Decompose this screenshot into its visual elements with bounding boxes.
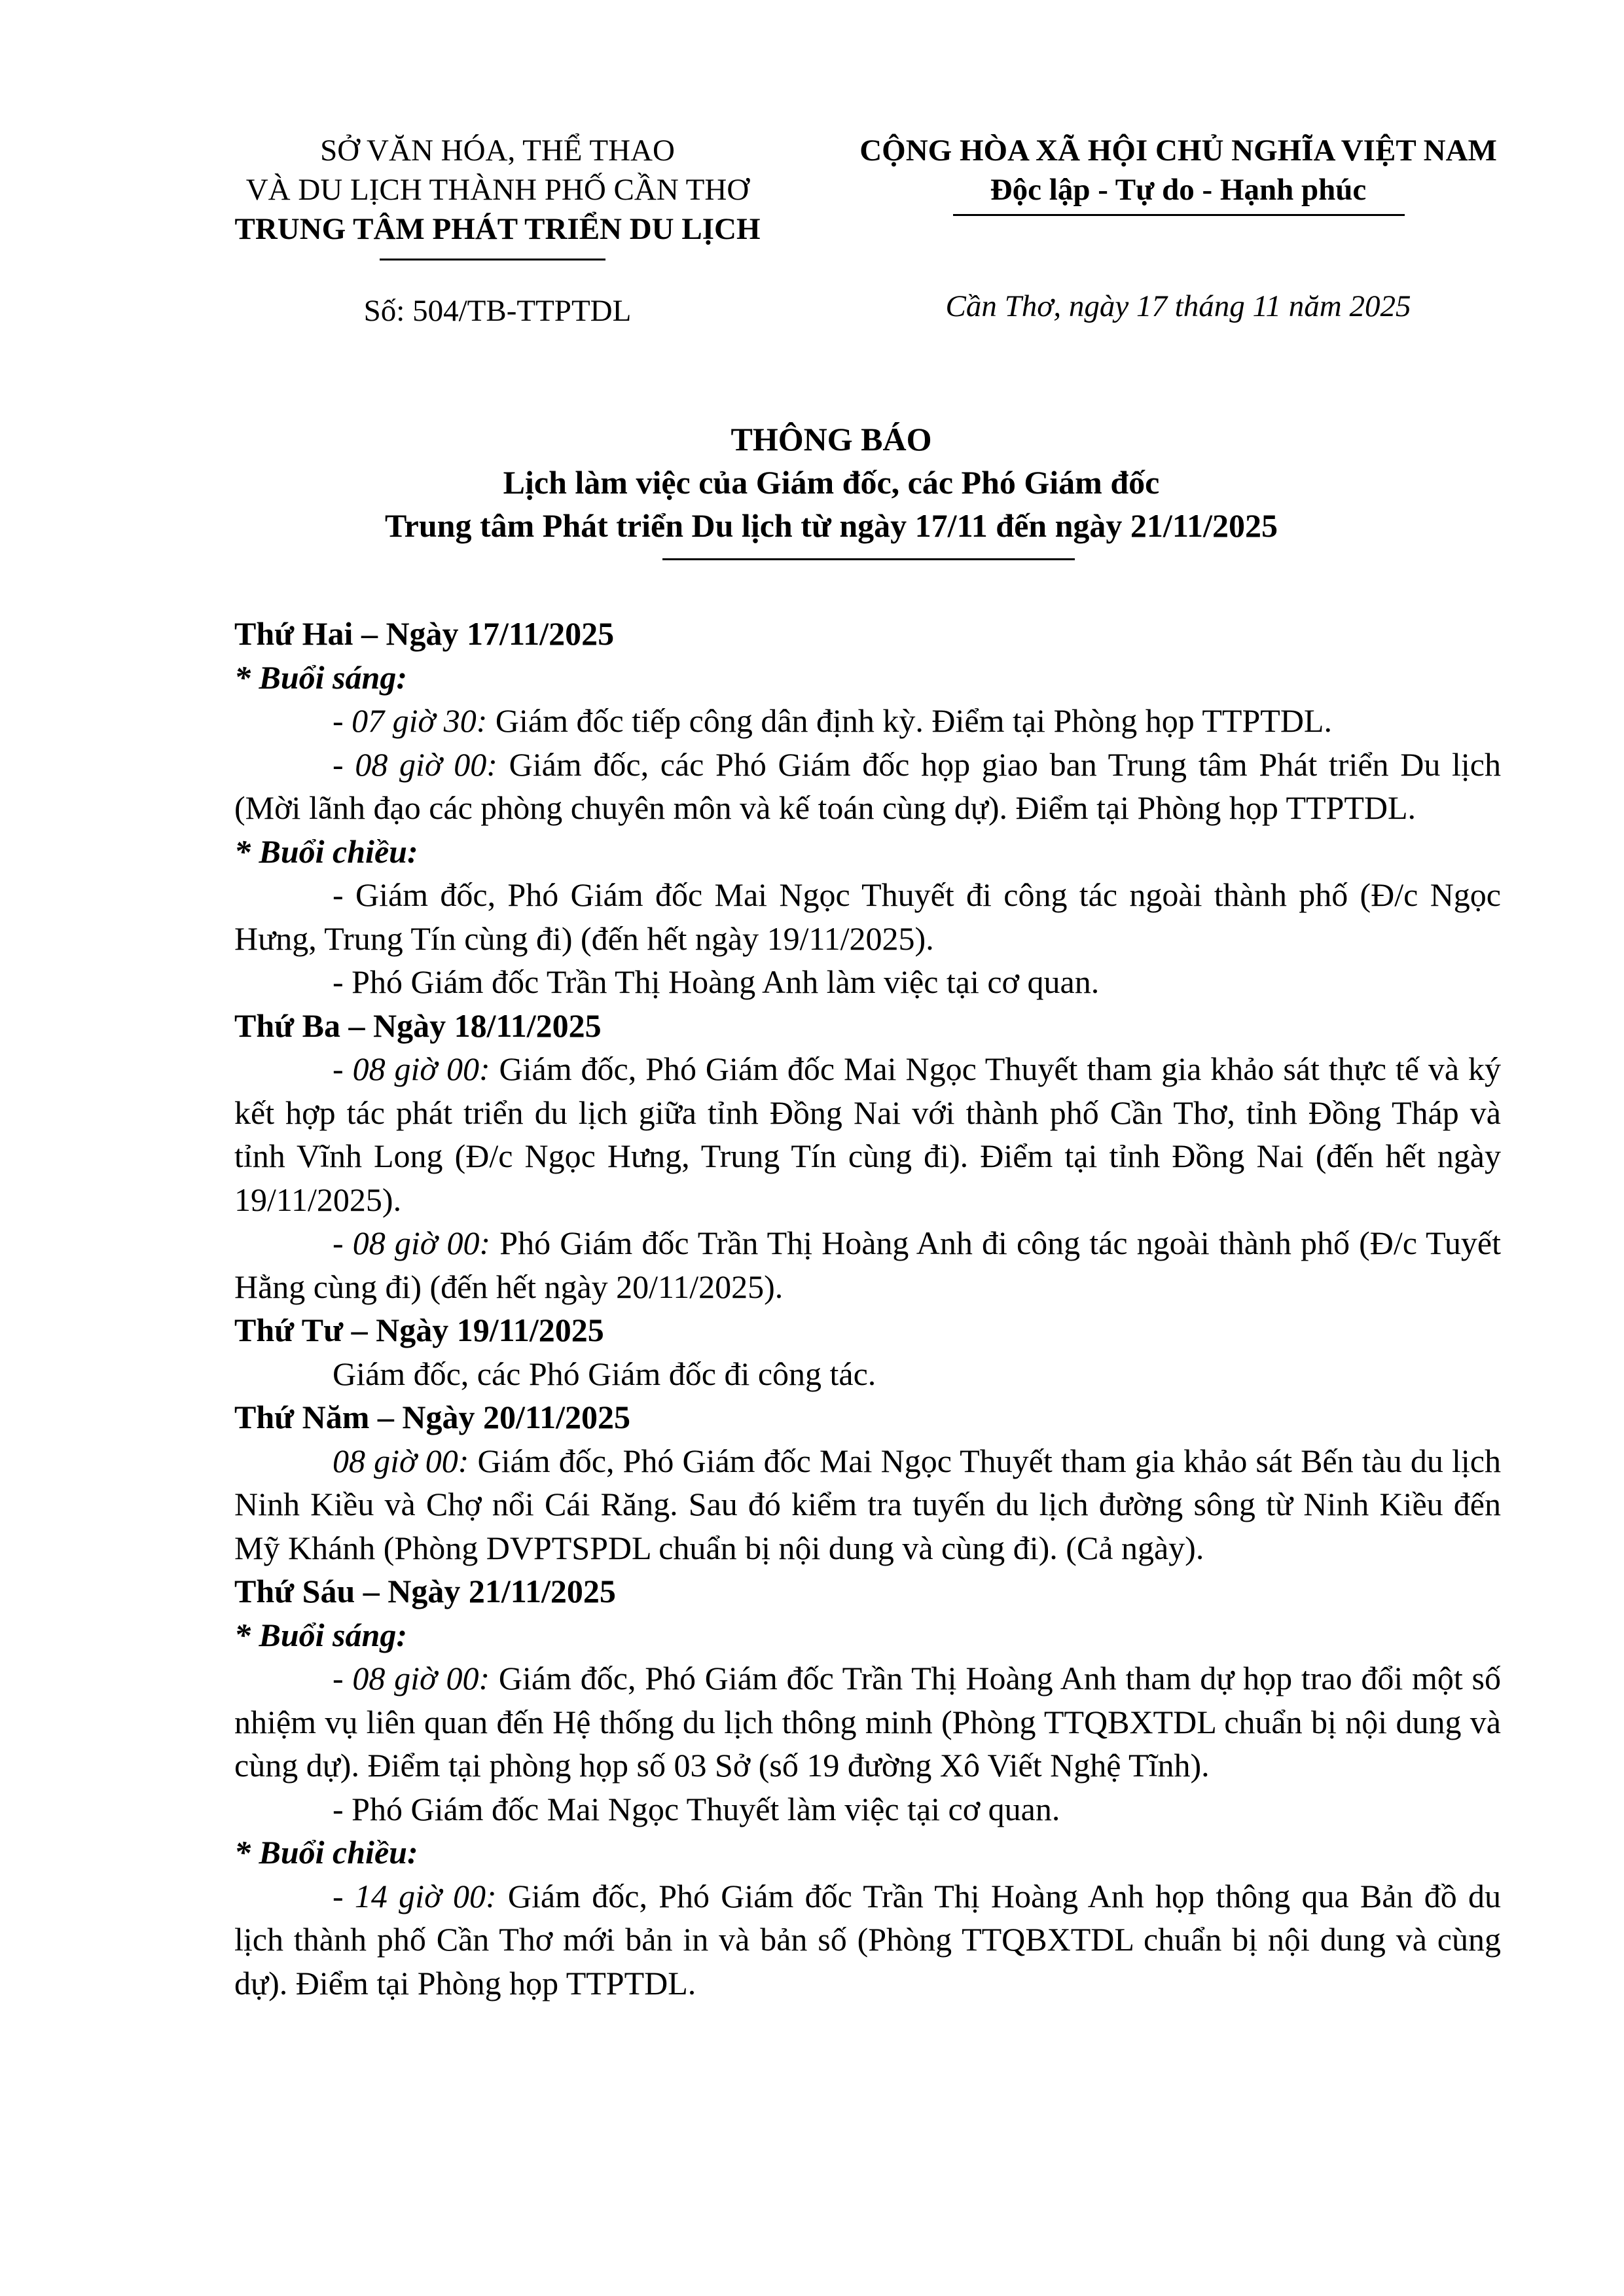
schedule-item: Giám đốc, các Phó Giám đốc đi công tác. <box>333 1355 876 1392</box>
schedule-body <box>234 612 1501 2005</box>
schedule-item <box>234 1874 1501 2005</box>
item-text: Giám đốc tiếp công dân định kỳ. Điểm tại Phòng họp TTPTDL. <box>487 702 1332 739</box>
item-time: - 08 giờ 00: <box>333 1050 490 1087</box>
schedule-item <box>234 1221 1501 1308</box>
day-heading-friday: Thứ Sáu – Ngày 21/11/2025 <box>234 1573 616 1609</box>
agency-line-3: TRUNG TÂM PHÁT TRIỂN DU LỊCH <box>234 212 761 246</box>
item-text: Phó Giám đốc Trần Thị Hoàng Anh đi công tác ngoài thành phố (Đ/c Tuyết Hằng cùng đi) (đến hết ngày 20/11/2025). <box>234 1225 1501 1305</box>
schedule-item <box>234 1047 1501 1221</box>
day-heading-wednesday: Thứ Tư – Ngày 19/11/2025 <box>234 1312 604 1348</box>
schedule-item: - Phó Giám đốc Mai Ngọc Thuyết làm việc tại cơ quan. <box>333 1790 1060 1827</box>
agency-line-1: SỞ VĂN HÓA, THỂ THAO <box>320 134 675 168</box>
title-line-1: THÔNG BÁO <box>731 421 932 457</box>
item-time: - 08 giờ 00: <box>333 1660 490 1696</box>
nation-line-2: Độc lập - Tự do - Hạnh phúc <box>990 173 1367 207</box>
session-morning: * Buổi sáng: <box>234 658 407 696</box>
session-afternoon: * Buổi chiều: <box>234 1834 418 1871</box>
document-title <box>151 418 1512 547</box>
item-text: Giám đốc, Phó Giám đốc Mai Ngọc Thuyết tham gia khảo sát thực tế và ký kết hợp tác phát triển du lịch giữa tỉnh Đồng Nai với thành phố Cần Thơ, tỉnh Đồng Tháp và tỉnh Vĩnh Long (Đ/c Ngọc Hưng, Trung Tín cùng đi). Điểm tại tỉnh Đồng Nai (đến hết ngày 19/11/2025). <box>234 1050 1501 1218</box>
day-heading-thursday: Thứ Năm – Ngày 20/11/2025 <box>234 1399 631 1435</box>
schedule-item <box>234 1439 1501 1570</box>
schedule-item <box>234 1657 1501 1787</box>
schedule-item: - Phó Giám đốc Trần Thị Hoàng Anh làm việc tại cơ quan. <box>333 963 1100 1000</box>
place-date: Cần Thơ, ngày 17 tháng 11 năm 2025 <box>945 289 1411 323</box>
item-text: Giám đốc, Phó Giám đốc Mai Ngọc Thuyết tham gia khảo sát Bến tàu du lịch Ninh Kiều và Chợ nổi Cái Răng. Sau đó kiểm tra tuyến du lịch đường sông từ Ninh Kiều đến Mỹ Khánh (Phòng DVPTSPDL chuẩn bị nội dung và cùng đi). (Cả ngày). <box>234 1442 1501 1566</box>
item-time: - 08 giờ 00: <box>333 745 497 783</box>
national-motto <box>812 131 1545 209</box>
item-text: Giám đốc, Phó Giám đốc Trần Thị Hoàng Anh họp thông qua Bản đồ du lịch thành phố Cần Thơ mới bản in và bản số (Phòng TTQBXTDL chuẩn bị nội dung và cùng dự). Điểm tại Phòng họp TTPTDL. <box>234 1877 1501 2001</box>
title-underline <box>662 558 1075 560</box>
motto-underline <box>953 214 1405 216</box>
day-heading-monday: Thứ Hai – Ngày 17/11/2025 <box>234 615 615 652</box>
title-line-2: Lịch làm việc của Giám đốc, các Phó Giám đốc <box>503 464 1160 501</box>
item-time: - 14 giờ 00: <box>333 1877 497 1914</box>
agency-line-2: VÀ DU LỊCH THÀNH PHỐ CẦN THƠ <box>245 173 749 207</box>
session-afternoon: * Buổi chiều: <box>234 833 418 870</box>
schedule-item <box>234 699 1501 743</box>
item-time: 08 giờ 00: <box>333 1442 469 1479</box>
agency-underline <box>380 259 605 260</box>
title-line-3: Trung tâm Phát triển Du lịch từ ngày 17/11 đến ngày 21/11/2025 <box>385 507 1278 544</box>
schedule-item <box>234 743 1501 830</box>
item-time: - 08 giờ 00: <box>333 1225 491 1261</box>
document-number: Số: 504/TB-TTPTDL <box>363 294 632 328</box>
item-text: Giám đốc, Phó Giám đốc Trần Thị Hoàng Anh tham dự họp trao đổi một số nhiệm vụ liên quan đến Hệ thống du lịch thông minh (Phòng TTQBXTDL chuẩn bị nội dung và cùng dự). Điểm tại phòng họp số 03 Sở (số 19 đường Xô Viết Nghệ Tĩnh). <box>234 1660 1501 1784</box>
nation-line-1: CỘNG HÒA XÃ HỘI CHỦ NGHĨA VIỆT NAM <box>859 134 1497 168</box>
issuing-agency <box>170 131 825 249</box>
item-text: Giám đốc, các Phó Giám đốc họp giao ban Trung tâm Phát triển Du lịch (Mời lãnh đạo các phòng chuyên môn và kế toán cùng dự). Điểm tại Phòng họp TTPTDL. <box>234 745 1501 826</box>
schedule-item: - Giám đốc, Phó Giám đốc Mai Ngọc Thuyết đi công tác ngoài thành phố (Đ/c Ngọc Hưng, Trung Tín cùng đi) (đến hết ngày 19/11/2025). <box>234 876 1501 957</box>
day-heading-tuesday: Thứ Ba – Ngày 18/11/2025 <box>234 1007 602 1044</box>
session-morning: * Buổi sáng: <box>234 1616 407 1653</box>
item-time: - 07 giờ 30: <box>333 702 488 739</box>
